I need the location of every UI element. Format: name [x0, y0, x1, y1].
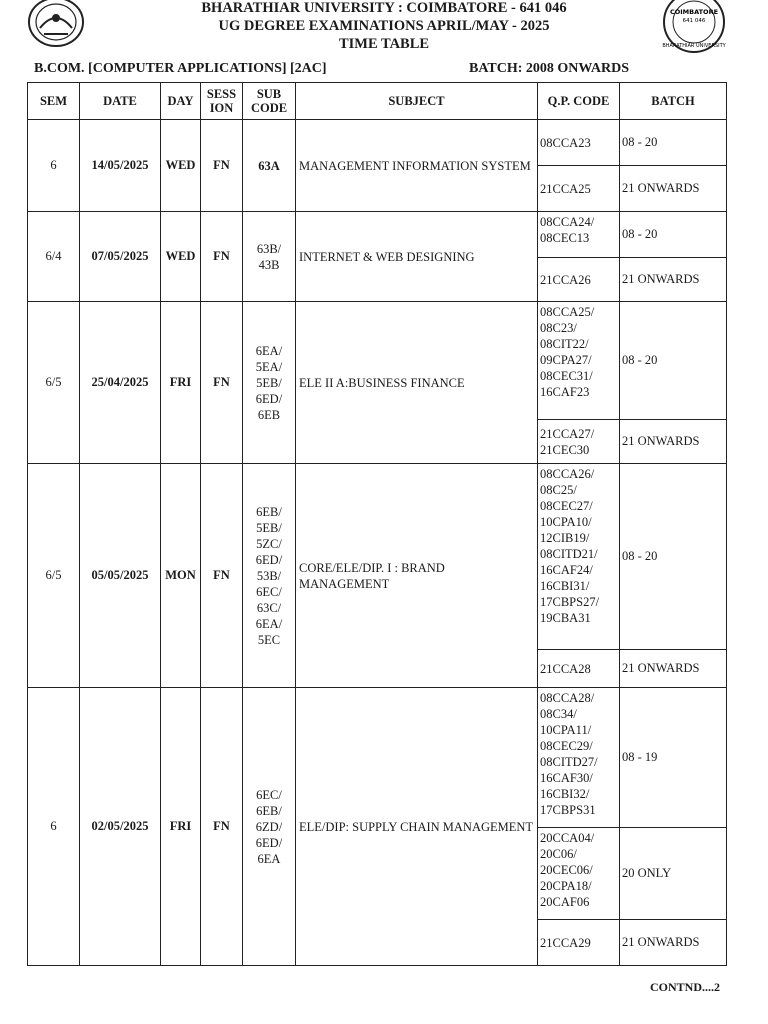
sub-code-cell: 6EC/ 6EB/ 6ZD/ 6ED/ 6EA [243, 688, 296, 966]
document-title: TIME TABLE [338, 36, 430, 52]
sem-cell: 6/4 [28, 212, 80, 302]
batch-cell: 08 - 20 [620, 212, 727, 258]
exam-title: UG DEGREE EXAMINATIONS APRIL/MAY - 2025 [218, 18, 550, 34]
date-cell: 05/05/2025 [80, 464, 161, 688]
svg-text:641 046: 641 046 [682, 18, 706, 24]
batch-cell: 21 ONWARDS [620, 920, 727, 966]
batch-label: BATCH: 2008 ONWARDS [469, 61, 629, 76]
qp-code-cell: 21CCA29 [538, 920, 620, 966]
col-subject: SUBJECT [296, 83, 538, 120]
subject-cell: CORE/ELE/DIP. I : BRAND MANAGEMENT [296, 464, 538, 688]
subject-cell: INTERNET & WEB DESIGNING [296, 212, 538, 302]
day-cell: FRI [161, 302, 201, 464]
session-cell: FN [201, 302, 243, 464]
session-cell: FN [201, 464, 243, 688]
subject-cell: ELE II A:BUSINESS FINANCE [296, 302, 538, 464]
qp-code-cell: 08CCA24/ 08CEC13 [538, 212, 620, 258]
sub-code-cell: 63B/ 43B [243, 212, 296, 302]
course-name: B.COM. [COMPUTER APPLICATIONS] [2AC] [34, 61, 327, 76]
continued-note: CONTND....2 [650, 980, 721, 994]
qp-code-cell: 21CCA27/ 21CEC30 [538, 420, 620, 464]
sem-cell: 6/5 [28, 302, 80, 464]
table-row [28, 464, 727, 650]
col-batch: BATCH [620, 83, 727, 120]
batch-cell: 08 - 20 [620, 464, 727, 650]
col-sub-code: SUB CODE [243, 83, 296, 120]
col-session: SESS ION [201, 83, 243, 120]
date-cell: 07/05/2025 [80, 212, 161, 302]
sub-code-cell: 63A [243, 120, 296, 212]
day-cell: WED [161, 212, 201, 302]
sub-code-cell: 6EA/ 5EA/ 5EB/ 6ED/ 6EB [243, 302, 296, 464]
date-cell: 02/05/2025 [80, 688, 161, 966]
sem-cell: 6/5 [28, 464, 80, 688]
qp-code-cell: 21CCA25 [538, 166, 620, 212]
table-row [28, 302, 727, 420]
col-day: DAY [161, 83, 201, 120]
batch-cell: 21 ONWARDS [620, 650, 727, 688]
date-cell: 25/04/2025 [80, 302, 161, 464]
col-sem: SEM [28, 83, 80, 120]
sub-code-cell: 6EB/ 5EB/ 5ZC/ 6ED/ 53B/ 6EC/ 63C/ 6EA/ 5EC [243, 464, 296, 688]
batch-cell: 21 ONWARDS [620, 166, 727, 212]
session-cell: FN [201, 212, 243, 302]
batch-cell: 20 ONLY [620, 828, 727, 920]
col-qp-code: Q.P. CODE [538, 83, 620, 120]
university-title: BHARATHIAR UNIVERSITY : COIMBATORE - 641 046 [201, 0, 567, 16]
table-row [28, 688, 727, 828]
batch-cell: 21 ONWARDS [620, 258, 727, 302]
table-row [28, 212, 727, 258]
svg-text:COIMBATORE: COIMBATORE [669, 8, 719, 16]
qp-code-cell: 08CCA26/ 08C25/ 08CEC27/ 10CPA10/ 12CIB19/ 08CITD21/ 16CAF24/ 16CBI31/ 17CBPS27/ 19CBA31 [538, 464, 620, 650]
sem-cell: 6 [28, 120, 80, 212]
date-cell: 14/05/2025 [80, 120, 161, 212]
timetable [27, 82, 727, 966]
session-cell: FN [201, 120, 243, 212]
header-row [28, 83, 727, 120]
qp-code-cell: 08CCA28/ 08C34/ 10CPA11/ 08CEC29/ 08CITD27/ 16CAF30/ 16CBI32/ 17CBPS31 [538, 688, 620, 828]
col-date: DATE [80, 83, 161, 120]
qp-code-cell: 08CCA23 [538, 120, 620, 166]
subject-cell: MANAGEMENT INFORMATION SYSTEM [296, 120, 538, 212]
batch-cell: 08 - 20 [620, 120, 727, 166]
batch-cell: 21 ONWARDS [620, 420, 727, 464]
table-row [28, 120, 727, 166]
qp-code-cell: 08CCA25/ 08C23/ 08CIT22/ 09CPA27/ 08CEC31/ 16CAF23 [538, 302, 620, 420]
qp-code-cell: 20CCA04/ 20C06/ 20CEC06/ 20CPA18/ 20CAF06 [538, 828, 620, 920]
batch-cell: 08 - 19 [620, 688, 727, 828]
svg-text:BHARATHIAR UNIVERSITY: BHARATHIAR UNIVERSITY [662, 43, 726, 49]
qp-code-cell: 21CCA26 [538, 258, 620, 302]
day-cell: FRI [161, 688, 201, 966]
day-cell: WED [161, 120, 201, 212]
day-cell: MON [161, 464, 201, 688]
batch-cell: 08 - 20 [620, 302, 727, 420]
sem-cell: 6 [28, 688, 80, 966]
qp-code-cell: 21CCA28 [538, 650, 620, 688]
session-cell: FN [201, 688, 243, 966]
subject-cell: ELE/DIP: SUPPLY CHAIN MANAGEMENT [296, 688, 538, 966]
